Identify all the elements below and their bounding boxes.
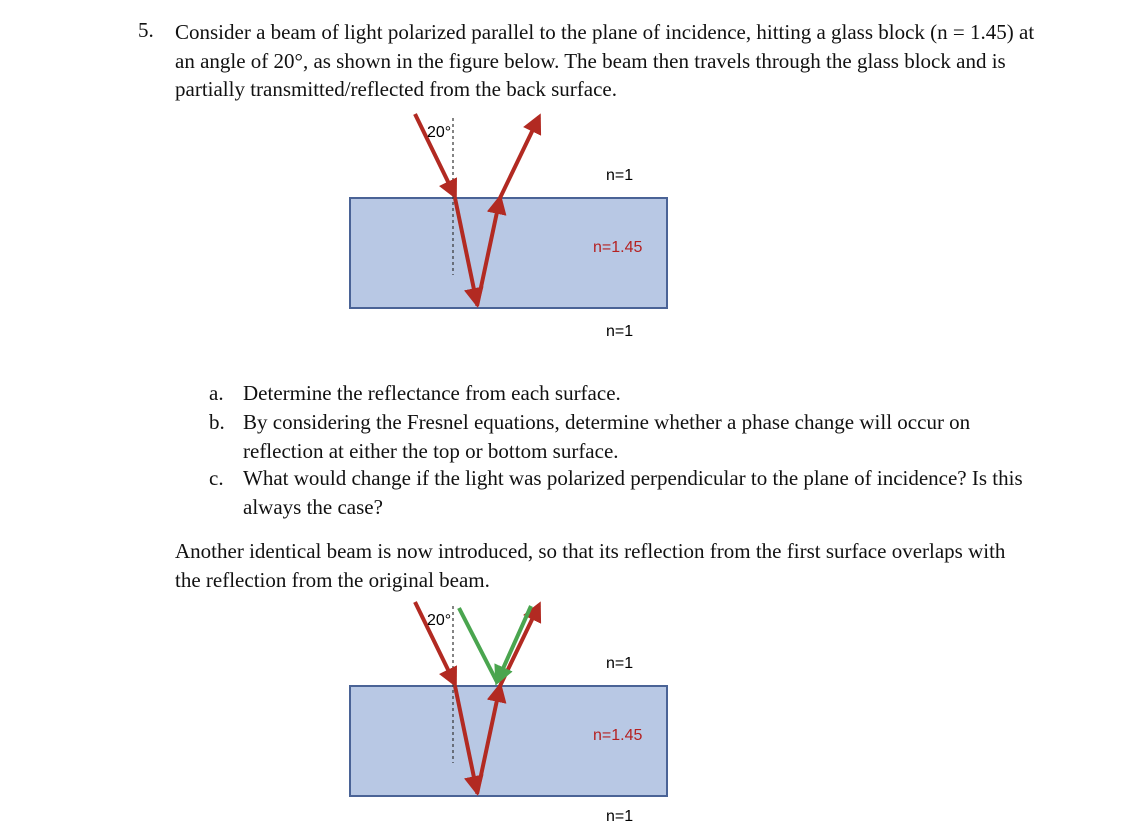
angle-label: 20°	[427, 124, 452, 141]
second-reflected-beam	[459, 608, 497, 682]
index-label-bottom: n=1	[606, 808, 634, 823]
reflected-beam	[500, 605, 539, 686]
part-a-label: a.	[209, 381, 224, 405]
index-label-block: n=1.45	[593, 239, 643, 256]
index-label-bottom: n=1	[606, 323, 634, 340]
index-label-block: n=1.45	[593, 727, 643, 744]
part-b-text: By considering the Fresnel equations, determine whether a phase change will occur on reflection at either the top or bottom surface.	[243, 410, 971, 463]
figure-1	[0, 110, 1125, 350]
second-paragraph: Another identical beam is now introduced, so that its reflection from the first surface overlaps with the reflection from the original beam.	[175, 539, 1006, 592]
part-c-text: What would change if the light was polarized perpendicular to the plane of incidence? Is this always the case?	[243, 466, 1023, 519]
angle-label: 20°	[427, 612, 452, 629]
part-b-label: b.	[209, 410, 225, 434]
part-c-label: c.	[209, 466, 224, 490]
question-intro: Consider a beam of light polarized parallel to the plane of incidence, hitting a glass block (n = 1.45) at an angle of 20°, as shown in the figure below. The beam then travels through the glass block and is partially transmitted/reflected from the back surface.	[175, 20, 1035, 101]
reflected-beam	[500, 117, 539, 198]
index-label-top: n=1	[606, 167, 634, 184]
part-a-text: Determine the reflectance from each surface.	[243, 381, 621, 405]
figure-2	[0, 598, 1125, 823]
index-label-top: n=1	[606, 655, 634, 672]
question-number: 5.	[138, 18, 154, 42]
second-incident-beam	[497, 606, 531, 682]
